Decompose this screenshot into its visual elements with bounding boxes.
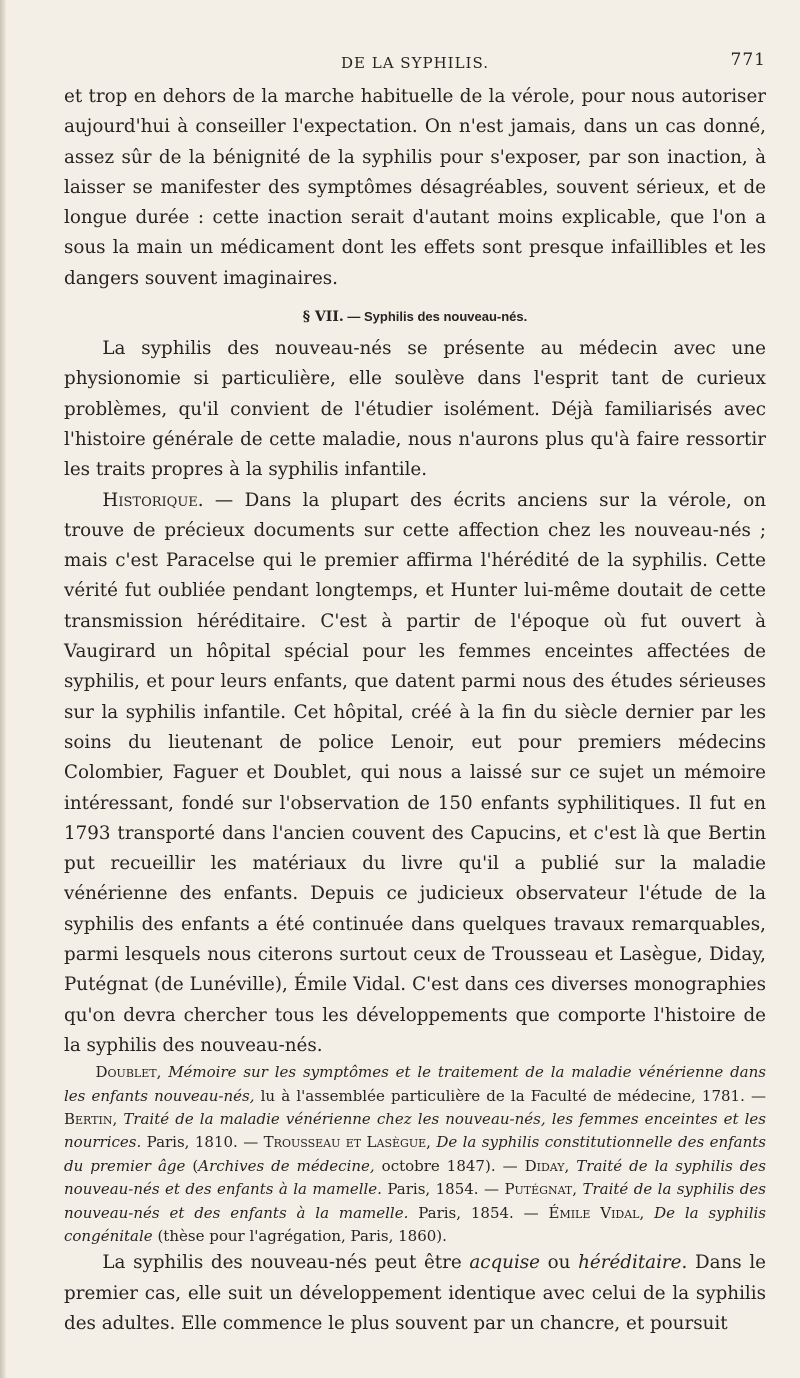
running-title: DE LA SYPHILIS. (341, 54, 489, 72)
historique-lead: Historique. (102, 489, 204, 511)
biblio-author: Diday, (524, 1156, 570, 1175)
paragraph-continuation: et trop en dehors de la marche habituelle de la vérole, pour nous autoriser aujourd'hui à conseiller l'expectation. On n'est jamais, dans un cas donné, assez sûr de la bénignité de la syphilis pour s'exposer, par son inaction, à laisser se manifester des symptômes désagréables, souvent sérieux, et de longue durée : cette inaction serait d'autant moins explicable, que l'on a sous la main un médicament dont les effets sont presque infaillibles et les dangers souvent imaginaires. (64, 86, 766, 289)
term-hereditaire: héréditaire (578, 1252, 682, 1274)
biblio-journal: Archives de médecine, (198, 1156, 375, 1175)
text-run: ou (540, 1252, 579, 1274)
paragraph-historique (64, 486, 766, 1062)
biblio-title: Traité de la syphilis des nouveau-nés et des enfants à la mamelle. (64, 1180, 766, 1222)
bibliography (64, 1061, 766, 1248)
page-body (64, 82, 766, 1339)
term-acquise: acquise (469, 1252, 541, 1274)
biblio-author: Émile Vidal, (548, 1203, 645, 1222)
biblio-title: De la syphilis congénitale (64, 1203, 766, 1246)
biblio-author: Trousseau et Lasègue, (263, 1133, 431, 1152)
page-edge-shadow (0, 0, 6, 1378)
page-number: 771 (730, 50, 766, 70)
section-title: — Syphilis des nouveau-nés. (347, 309, 528, 325)
biblio-author: Doublet, (95, 1063, 162, 1082)
paragraph-intro: La syphilis des nouveau-nés se présente au médecin avec une physionomie si particulière, elle soulève dans l'esprit tant de curieux problèmes, qu'il convient de l'étudier isolément. Déjà familiarisés avec l'histoire générale de cette maladie, nous n'aurons plus qu'à faire ressortir les traits propres à la syphilis infantile. (64, 338, 766, 481)
section-heading (64, 304, 766, 330)
page-header (64, 50, 766, 80)
biblio-ref: lu à l'assemblée particulière de la Faculté de médecine, 1781. — (254, 1086, 766, 1105)
biblio-ref: Paris, 1810. — (141, 1133, 264, 1152)
biblio-title: De la syphilis constitutionnelle des enfants du premier âge (64, 1133, 766, 1175)
text-run: . Dans le premier cas, elle suit un développement identique avec celui de la syphilis des adultes. Elle commence le plus souvent par un chancre, et poursuit (64, 1252, 766, 1335)
paragraph-acquise-hereditaire (64, 1248, 766, 1339)
section-number: § VII. (302, 309, 344, 326)
biblio-author: Putégnat, (504, 1180, 578, 1199)
biblio-ref: ( (185, 1156, 199, 1175)
text-run: La syphilis des nouveau-nés peut être (102, 1252, 470, 1274)
biblio-author: Bertin, (64, 1110, 118, 1129)
biblio-ref: Paris, 1854. — (408, 1203, 549, 1222)
biblio-ref: octobre 1847). — (374, 1156, 525, 1175)
biblio-title: Traité de la syphilis des nouveau-nés et des enfants à la mamelle. (64, 1156, 766, 1199)
biblio-title: Mémoire sur les symptômes et le traitement de la maladie vénérienne dans les enfants nouveau-nés, (64, 1063, 766, 1105)
biblio-ref: (thèse pour l'agrégation, Paris, 1860). (152, 1227, 447, 1246)
biblio-title: Traité de la maladie vénérienne chez les nouveau-nés, les femmes enceintes et les nourrices. (64, 1110, 766, 1152)
biblio-ref: Paris, 1854. — (381, 1180, 505, 1199)
historique-text: — Dans la plupart des écrits anciens sur la vérole, on trouve de précieux documents sur cette affection chez les nouveau-nés ; mais c'est Paracelse qui le premier affirma l'hérédité de la syphilis. Cette vérité fut oubliée pendant longtemps, et Hunter lui-même doutait de cette transmission héréditaire. C'est à partir de l'époque où fut ouvert à Vaugirard un hôpital spécial pour les femmes enceintes affectées de syphilis, et pour leurs enfants, que datent parmi nous des études sérieuses sur la syphilis infantile. Cet hôpital, créé à la fin du siècle dernier par les soins du lieutenant de police Lenoir, eut pour premiers médecins Colombier, Faguer et Doublet, qui nous a laissé sur ce sujet un mémoire intéressant, fondé sur l'observation de 150 enfants syphilitiques. Il fut en 1793 transporté dans l'ancien couvent des Capucins, et c'est là que Bertin put recueillir les matériaux du livre qu'il a publié sur la maladie vénérienne des enfants. Depuis ce judicieux observateur l'étude de la syphilis des enfants a été continuée dans quelques travaux remarquables, parmi lesquels nous citerons surtout ceux de Trousseau et Lasègue, Diday, Putégnat (de Lunéville), Émile Vidal. C'est dans ces diverses monographies qu'on devra chercher tous les développements que comporte l'histoire de la syphilis des nouveau-nés. (64, 489, 766, 1056)
